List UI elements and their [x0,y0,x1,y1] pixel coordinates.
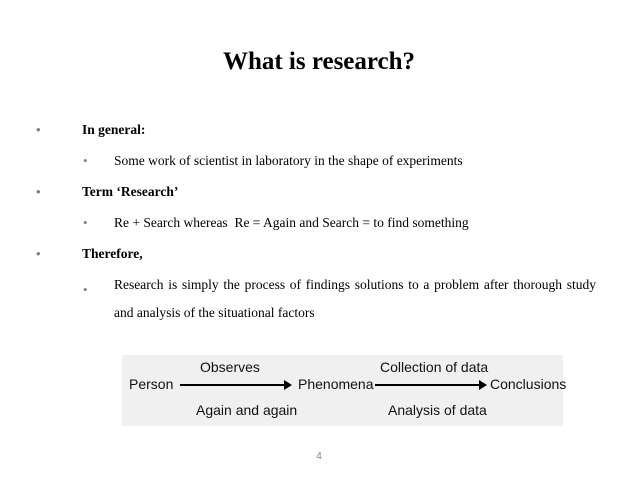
bullet-in-general [36,121,146,139]
sub-bullet-text: Some work of scientist in laboratory in the shape of experiments [114,153,463,168]
sub-bullet-research-definition [83,271,596,327]
flow-node-phenomena: Phenomena [298,376,374,392]
research-flow-diagram [122,355,567,426]
flow-node-person: Person [129,376,174,392]
bullet-dot-icon: • [36,246,41,261]
flow-edge-label-analysis: Analysis of data [388,402,487,418]
flow-arrow-right-icon [180,384,290,386]
bullet-dot-icon: • [36,184,41,199]
bullet-dot-icon: • [83,282,88,297]
bullet-heading: Term ‘Research’ [82,184,179,199]
bullet-dot-icon: • [36,122,41,137]
bullet-term-research [36,183,179,201]
page-number: 4 [316,451,322,462]
slide-title: What is research? [222,48,416,75]
flow-edge-label-observes: Observes [200,359,260,375]
flow-arrow-right-icon [375,384,485,386]
bullet-therefore [36,245,143,263]
sub-bullet-text: Re + Search whereas Re = Again and Search = to find something [114,215,469,230]
flow-edge-label-again: Again and again [196,402,298,418]
sub-bullet-text: Research is simply the process of findings solutions to a problem after thorough study and analysis of the situational factors [114,277,596,320]
sub-bullet-re-search [83,214,469,232]
flow-node-conclusions: Conclusions [490,376,567,392]
sub-bullet-scientist-work [83,152,463,170]
bullet-heading: In general: [82,122,146,137]
bullet-heading: Therefore, [82,246,143,261]
bullet-dot-icon: • [83,215,88,230]
bullet-dot-icon: • [83,153,88,168]
flow-edge-label-collection: Collection of data [380,359,489,375]
